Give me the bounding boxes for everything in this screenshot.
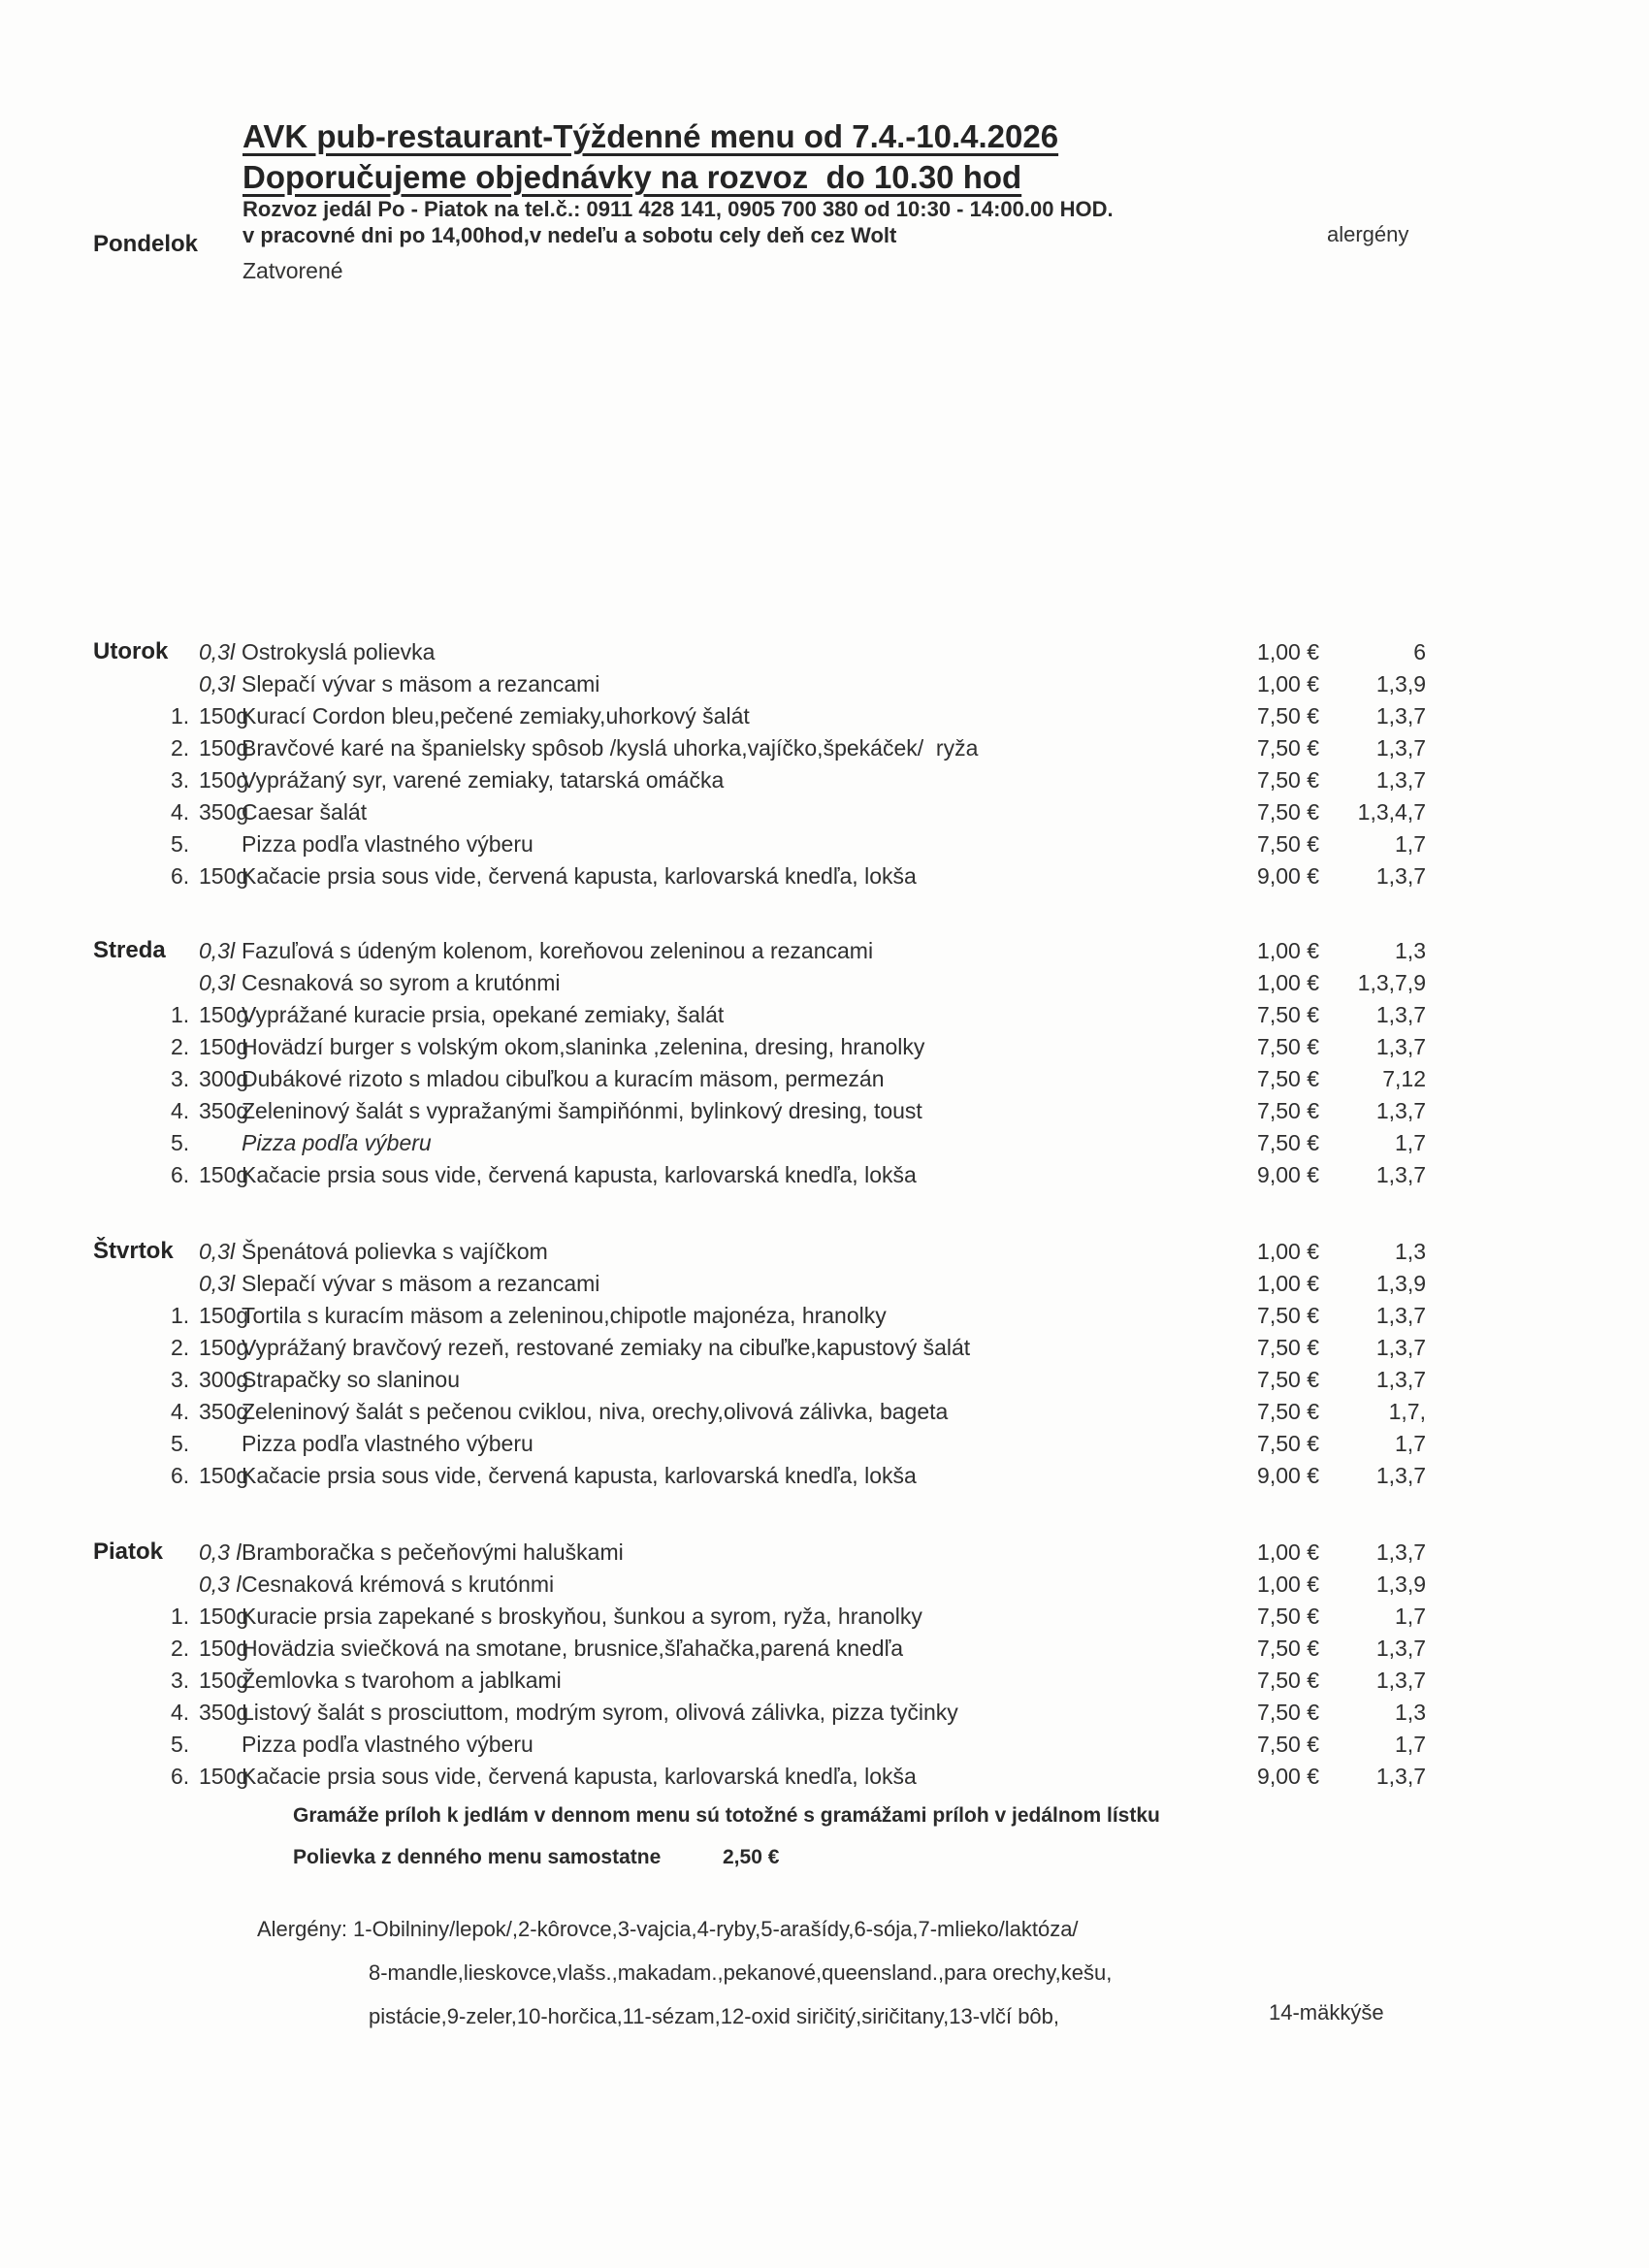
item-price: 7,50 € [1257, 1303, 1319, 1328]
item-allergens: 1,3,7 [1375, 1002, 1426, 1027]
menu-item-row [0, 860, 1649, 892]
item-price: 7,50 € [1257, 1335, 1319, 1360]
item-measure: 300g [199, 1066, 249, 1091]
item-description: Caesar šalát [242, 799, 368, 825]
soup-price-note [293, 1846, 780, 1869]
item-number: 1. [171, 1604, 190, 1629]
item-allergens: 1,7 [1395, 1604, 1426, 1629]
menu-item-row [0, 1268, 1649, 1300]
item-allergens: 1,3 [1395, 1239, 1426, 1264]
item-allergens: 1,3,7 [1375, 1539, 1426, 1565]
item-description: Slepačí vývar s mäsom a rezancami [242, 671, 600, 697]
item-description: Vyprážané kuracie prsia, opekané zemiaky, šalát [242, 1002, 725, 1027]
item-description: Slepačí vývar s mäsom a rezancami [242, 1271, 600, 1296]
item-allergens: 1,3,7 [1375, 1098, 1426, 1123]
item-description: Žemlovka s tvarohom a jablkami [242, 1668, 562, 1693]
item-measure: 0,3l [199, 671, 236, 697]
item-measure: 150g [199, 767, 249, 793]
item-price: 7,50 € [1257, 1636, 1319, 1661]
item-price: 7,50 € [1257, 1431, 1319, 1456]
menu-item-row [0, 636, 1649, 668]
item-measure: 150g [199, 1636, 249, 1661]
item-measure: 150g [199, 1335, 249, 1360]
menu-item-row [0, 1332, 1649, 1364]
menu-item-row [0, 1095, 1649, 1127]
item-number: 2. [171, 1636, 190, 1661]
item-allergens: 1,3,7 [1375, 703, 1426, 729]
item-measure: 150g [199, 1162, 249, 1187]
item-price: 9,00 € [1257, 1463, 1319, 1488]
item-measure: 150g [199, 1604, 249, 1629]
item-description: Vyprážaný bravčový rezeň, restované zemiaky na cibuľke,kapustový šalát [242, 1335, 971, 1360]
menu-item-row [0, 935, 1649, 967]
item-number: 5. [171, 1732, 190, 1757]
item-description: Zeleninový šalát s vypražanými šampiňónmi, bylinkový dresing, toust [242, 1098, 922, 1123]
item-price: 7,50 € [1257, 1034, 1319, 1059]
item-price: 7,50 € [1257, 799, 1319, 825]
item-measure: 0,3l [199, 1239, 236, 1264]
allergens-column-header: alergény [1327, 222, 1409, 246]
menu-item-row [0, 1633, 1649, 1665]
item-price: 9,00 € [1257, 1162, 1319, 1187]
item-number: 3. [171, 1066, 190, 1091]
item-number: 2. [171, 1034, 190, 1059]
item-number: 4. [171, 1098, 190, 1123]
item-measure: 0,3 l [199, 1539, 242, 1565]
item-price: 7,50 € [1257, 1066, 1319, 1091]
menu-item-row [0, 1063, 1649, 1095]
item-description: Kačacie prsia sous vide, červená kapusta, karlovarská knedľa, lokša [242, 1463, 917, 1488]
item-measure: 150g [199, 1764, 249, 1789]
item-price: 1,00 € [1257, 970, 1319, 995]
item-number: 6. [171, 1162, 190, 1187]
item-price: 7,50 € [1257, 703, 1319, 729]
item-allergens: 1,3,7 [1375, 1335, 1426, 1360]
item-allergens: 7,12 [1382, 1066, 1426, 1091]
item-allergens: 1,3,7 [1375, 767, 1426, 793]
item-price: 7,50 € [1257, 767, 1319, 793]
item-allergens: 1,3,9 [1375, 1571, 1426, 1597]
item-description: Zeleninový šalát s pečenou cviklou, niva, orechy,olivová zálivka, bageta [242, 1399, 949, 1424]
item-allergens: 1,3 [1395, 1700, 1426, 1725]
item-description: Pizza podľa výberu [242, 1130, 432, 1155]
item-allergens: 1,7, [1388, 1399, 1426, 1424]
day-label: Piatok [93, 1539, 164, 1565]
menu-item-row [0, 1761, 1649, 1793]
menu-item-row [0, 700, 1649, 732]
item-allergens: 1,7 [1395, 1732, 1426, 1757]
item-description: Pizza podľa vlastného výberu [242, 1431, 534, 1456]
item-measure: 300g [199, 1367, 249, 1392]
menu-item-row [0, 1460, 1649, 1492]
item-price: 1,00 € [1257, 938, 1319, 963]
day-note: Zatvorené [242, 258, 343, 283]
delivery-info-line2: v pracovné dni po 14,00hod,v nedeľu a sobotu cely deň cez Wolt [242, 223, 897, 247]
page-title-line1: AVK pub-restaurant-Týždenné menu od 7.4.-10.4.2026 [242, 118, 1059, 154]
item-measure: 0,3l [199, 938, 236, 963]
item-price: 1,00 € [1257, 1571, 1319, 1597]
menu-item-row [0, 1601, 1649, 1633]
menu-rows [0, 1537, 1649, 1793]
item-number: 1. [171, 703, 190, 729]
item-description: Kačacie prsia sous vide, červená kapusta, karlovarská knedľa, lokša [242, 1764, 917, 1789]
item-measure: 0,3l [199, 1271, 236, 1296]
item-measure: 350g [199, 799, 249, 825]
item-number: 3. [171, 767, 190, 793]
item-description: Špenátová polievka s vajíčkom [242, 1239, 548, 1264]
allergens-legend-line3-right: 14-mäkkýše [1269, 2000, 1384, 2025]
item-allergens: 1,3,7 [1375, 1764, 1426, 1789]
item-price: 7,50 € [1257, 735, 1319, 761]
item-number: 4. [171, 1700, 190, 1725]
menu-item-row [0, 1300, 1649, 1332]
menu-item-row [0, 1236, 1649, 1268]
item-measure: 150g [199, 735, 249, 761]
item-allergens: 1,3,7 [1375, 1636, 1426, 1661]
day-label: Streda [93, 937, 166, 963]
item-allergens: 1,7 [1395, 831, 1426, 857]
item-description: Hovädzia sviečková na smotane, brusnice,šľahačka,parená knedľa [242, 1636, 904, 1661]
item-allergens: 1,3,7,9 [1357, 970, 1426, 995]
page-title-line2: Doporučujeme objednávky na rozvoz do 10.30 hod [242, 159, 1022, 195]
item-number: 6. [171, 1764, 190, 1789]
item-allergens: 1,3,7 [1375, 1162, 1426, 1187]
menu-item-row [0, 796, 1649, 828]
item-number: 1. [171, 1303, 190, 1328]
item-price: 9,00 € [1257, 1764, 1319, 1789]
menu-item-row [0, 999, 1649, 1031]
menu-item-row [0, 1569, 1649, 1601]
item-number: 5. [171, 1431, 190, 1456]
item-measure: 350g [199, 1399, 249, 1424]
item-price: 7,50 € [1257, 1732, 1319, 1757]
item-price: 7,50 € [1257, 1399, 1319, 1424]
item-measure: 150g [199, 1668, 249, 1693]
menu-item-row [0, 1127, 1649, 1159]
item-allergens: 1,3,7 [1375, 735, 1426, 761]
item-description: Vyprážaný syr, varené zemiaky, tatarská omáčka [242, 767, 725, 793]
item-measure: 350g [199, 1700, 249, 1725]
menu-rows [0, 1236, 1649, 1492]
item-description: Tortila s kuracím mäsom a zeleninou,chipotle majonéza, hranolky [242, 1303, 887, 1328]
item-number: 2. [171, 1335, 190, 1360]
item-description: Dubákové rizoto s mladou cibuľkou a kuracím mäsom, permezán [242, 1066, 885, 1091]
item-number: 1. [171, 1002, 190, 1027]
item-allergens: 1,3 [1395, 938, 1426, 963]
item-measure: 150g [199, 1463, 249, 1488]
item-measure: 150g [199, 703, 249, 729]
item-description: Cesnaková so syrom a krutónmi [242, 970, 561, 995]
menu-item-row [0, 1428, 1649, 1460]
item-number: 5. [171, 831, 190, 857]
item-description: Pizza podľa vlastného výberu [242, 831, 534, 857]
item-description: Bramboračka s pečeňovými haluškami [242, 1539, 624, 1565]
item-allergens: 1,3,7 [1375, 1034, 1426, 1059]
item-measure: 0,3l [199, 639, 236, 664]
item-measure: 0,3 l [199, 1571, 242, 1597]
menu-item-row [0, 1159, 1649, 1191]
day-label: Štvrtok [93, 1238, 174, 1264]
soup-price-value: 2,50 € [723, 1846, 780, 1868]
item-number: 6. [171, 863, 190, 889]
allergens-legend-line1: Alergény: 1-Obilniny/lepok/,2-kôrovce,3-vajcia,4-ryby,5-arašídy,6-sója,7-mlieko/laktóza/ [257, 1917, 1079, 1941]
item-price: 7,50 € [1257, 831, 1319, 857]
item-measure: 150g [199, 1002, 249, 1027]
item-allergens: 1,3,7 [1375, 1463, 1426, 1488]
menu-item-row [0, 1537, 1649, 1569]
item-number: 5. [171, 1130, 190, 1155]
item-description: Hovädzí burger s volským okom,slaninka ,zelenina, dresing, hranolky [242, 1034, 925, 1059]
item-price: 7,50 € [1257, 1604, 1319, 1629]
item-description: Listový šalát s prosciuttom, modrým syrom, olivová zálivka, pizza tyčinky [242, 1700, 958, 1725]
item-number: 3. [171, 1668, 190, 1693]
item-allergens: 1,7 [1395, 1431, 1426, 1456]
item-measure: 150g [199, 1303, 249, 1328]
item-price: 7,50 € [1257, 1098, 1319, 1123]
item-allergens: 1,7 [1395, 1130, 1426, 1155]
item-price: 7,50 € [1257, 1668, 1319, 1693]
menu-item-row [0, 1364, 1649, 1396]
item-price: 7,50 € [1257, 1367, 1319, 1392]
item-measure: 150g [199, 1034, 249, 1059]
menu-item-row [0, 668, 1649, 700]
item-description: Kačacie prsia sous vide, červená kapusta, karlovarská knedľa, lokša [242, 863, 917, 889]
item-description: Bravčové karé na španielsky spôsob /kyslá uhorka,vajíčko,špekáček/ ryža [242, 735, 979, 761]
item-price: 7,50 € [1257, 1002, 1319, 1027]
item-number: 3. [171, 1367, 190, 1392]
menu-item-row [0, 1396, 1649, 1428]
item-description: Pizza podľa vlastného výberu [242, 1732, 534, 1757]
item-description: Kačacie prsia sous vide, červená kapusta, karlovarská knedľa, lokša [242, 1162, 917, 1187]
soup-price-note-label: Polievka z denného menu samostatne [293, 1846, 662, 1868]
item-price: 1,00 € [1257, 639, 1319, 664]
item-price: 1,00 € [1257, 1539, 1319, 1565]
item-allergens: 6 [1413, 639, 1426, 664]
item-price: 1,00 € [1257, 1239, 1319, 1264]
item-allergens: 1,3,7 [1375, 863, 1426, 889]
menu-rows [0, 636, 1649, 892]
item-number: 4. [171, 799, 190, 825]
item-allergens: 1,3,7 [1375, 1367, 1426, 1392]
allergens-legend-line2: 8-mandle,lieskovce,vlašs.,makadam.,pekanové,queensland.,para orechy,kešu, [369, 1960, 1113, 1985]
menu-item-row [0, 967, 1649, 999]
day-label: Utorok [93, 638, 169, 664]
item-description: Ostrokyslá polievka [242, 639, 436, 664]
item-price: 7,50 € [1257, 1130, 1319, 1155]
menu-item-row [0, 1729, 1649, 1761]
menu-item-row [0, 764, 1649, 796]
item-number: 4. [171, 1399, 190, 1424]
item-description: Fazuľová s údeným kolenom, koreňovou zeleninou a rezancami [242, 938, 874, 963]
item-description: Cesnaková krémová s krutónmi [242, 1571, 555, 1597]
menu-item-row [0, 1031, 1649, 1063]
item-number: 6. [171, 1463, 190, 1488]
item-allergens: 1,3,9 [1375, 1271, 1426, 1296]
item-description: Strapačky so slaninou [242, 1367, 461, 1392]
menu-item-row [0, 828, 1649, 860]
portions-note: Gramáže príloh k jedlám v dennom menu sú totožné s gramážami príloh v jedálnom lístku [293, 1804, 1160, 1827]
item-allergens: 1,3,9 [1375, 671, 1426, 697]
menu-item-row [0, 1697, 1649, 1729]
item-description: Kuracie prsia zapekané s broskyňou, šunkou a syrom, ryža, hranolky [242, 1604, 922, 1629]
item-allergens: 1,3,7 [1375, 1668, 1426, 1693]
item-number: 2. [171, 735, 190, 761]
item-price: 1,00 € [1257, 671, 1319, 697]
item-measure: 150g [199, 863, 249, 889]
delivery-info-line1: Rozvoz jedál Po - Piatok na tel.č.: 0911 428 141, 0905 700 380 od 10:30 - 14:00.00 HOD. [242, 197, 1114, 221]
item-measure: 0,3l [199, 970, 236, 995]
menu-item-row [0, 732, 1649, 764]
item-allergens: 1,3,7 [1375, 1303, 1426, 1328]
item-price: 1,00 € [1257, 1271, 1319, 1296]
allergens-legend-line3: pistácie,9-zeler,10-horčica,11-sézam,12-oxid siričitý,siričitany,13-vlčí bôb, [369, 2004, 1060, 2028]
item-allergens: 1,3,4,7 [1357, 799, 1426, 825]
menu-item-row [0, 1665, 1649, 1697]
day-label: Pondelok [93, 231, 199, 257]
item-price: 7,50 € [1257, 1700, 1319, 1725]
menu-rows [0, 935, 1649, 1191]
item-measure: 350g [199, 1098, 249, 1123]
item-price: 9,00 € [1257, 863, 1319, 889]
item-description: Kurací Cordon bleu,pečené zemiaky,uhorkový šalát [242, 703, 750, 729]
